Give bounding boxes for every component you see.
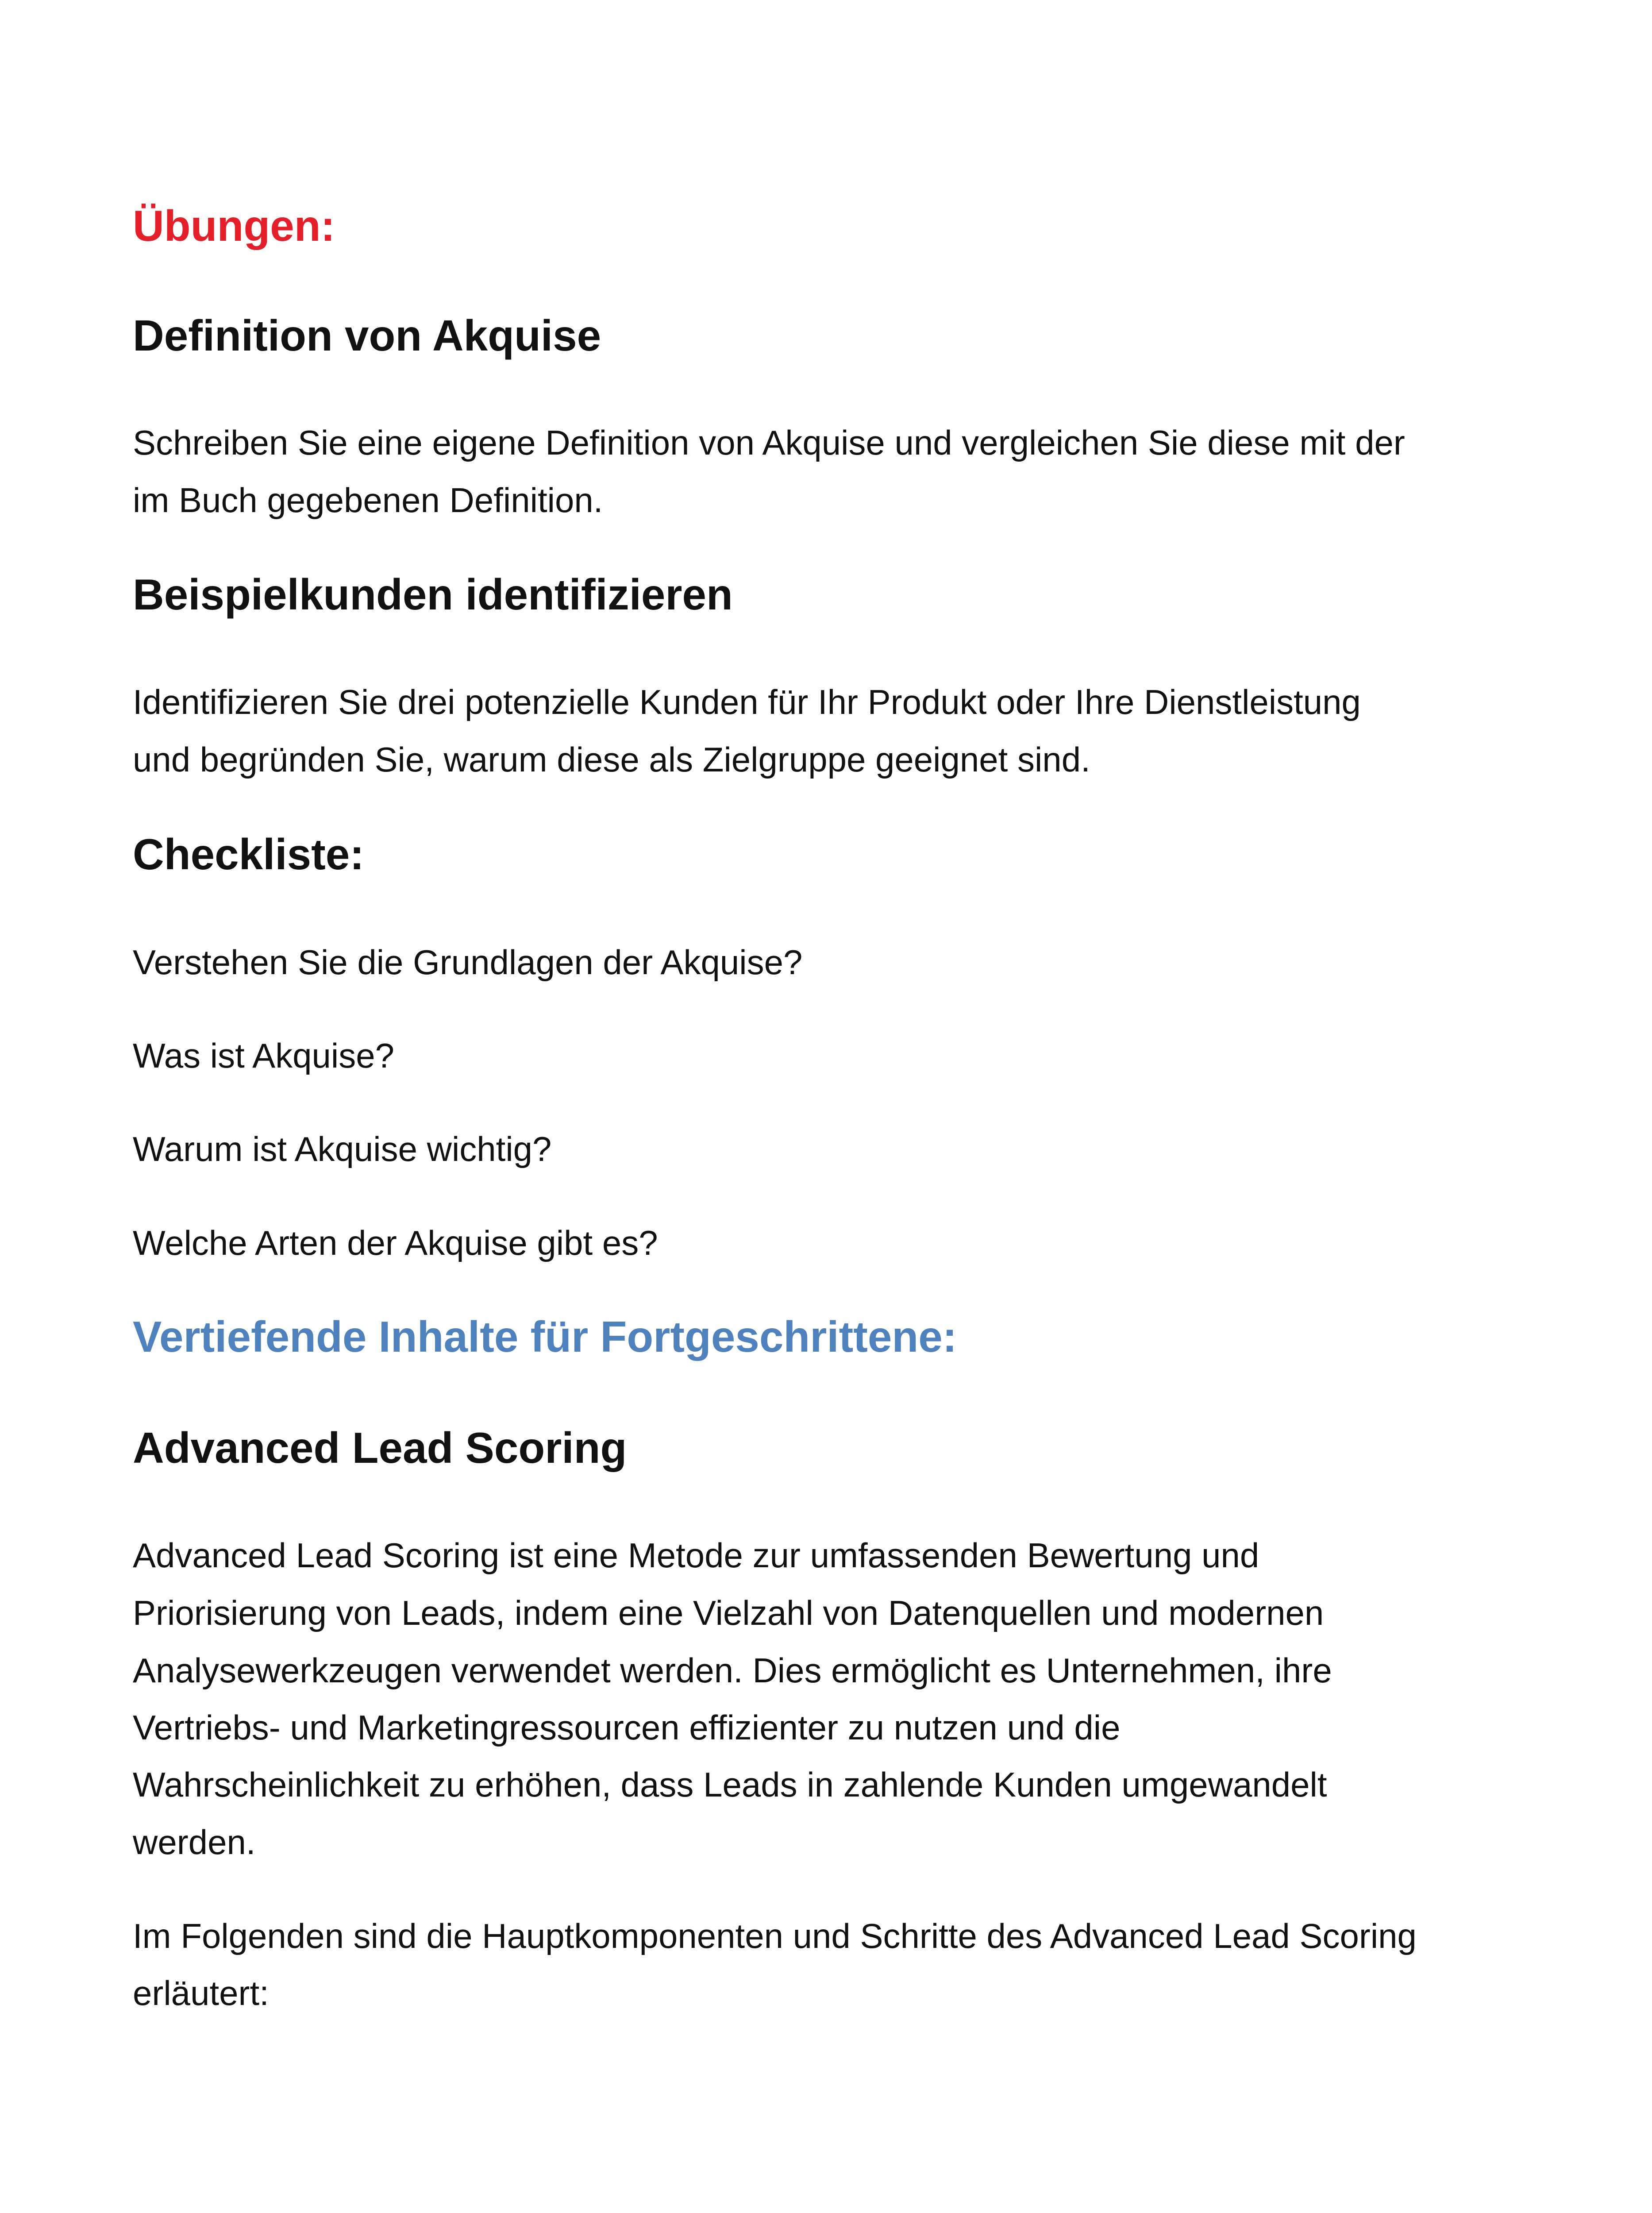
exercises-heading: Übungen: [133, 201, 335, 250]
checklist-item: Was ist Akquise? [133, 1036, 395, 1075]
customers-text-line-2: und begründen Sie, warum diese als Zielgruppe geeignet sind. [133, 740, 1090, 779]
advanced-content-heading: Vertiefende Inhalte für Fortgeschrittene: [133, 1312, 957, 1361]
lead-scoring-text-line-1: Advanced Lead Scoring ist eine Metode zur umfassenden Bewertung und [133, 1536, 1259, 1575]
checklist-item: Warum ist Akquise wichtig? [133, 1130, 552, 1168]
lead-scoring-text-line-6: werden. [133, 1823, 256, 1862]
checklist-item: Verstehen Sie die Grundlagen der Akquise? [133, 943, 803, 982]
lead-scoring-text-line-4: Vertriebs- und Marketingressourcen effizienter zu nutzen und die [133, 1708, 1121, 1747]
lead-scoring-heading: Advanced Lead Scoring [133, 1423, 627, 1472]
checklist-item: Welche Arten der Akquise gibt es? [133, 1223, 658, 1262]
definition-text-line-1: Schreiben Sie eine eigene Definition von Akquise und vergleichen Sie diese mit der [133, 423, 1405, 462]
customers-heading: Beispielkunden identifizieren [133, 570, 733, 619]
lead-scoring-text-line-5: Wahrscheinlichkeit zu erhöhen, dass Leads in zahlende Kunden umgewandelt [133, 1765, 1327, 1804]
customers-text-line-1: Identifizieren Sie drei potenzielle Kunden für Ihr Produkt oder Ihre Dienstleistung [133, 682, 1361, 721]
checklist-heading: Checkliste: [133, 830, 364, 879]
lead-scoring-text-line-2: Priorisierung von Leads, indem eine Vielzahl von Datenquellen und modernen [133, 1593, 1324, 1632]
lead-scoring-text-line-3: Analysewerkzeugen verwendet werden. Dies ermöglicht es Unternehmen, ihre [133, 1651, 1332, 1690]
lead-scoring-intro-line-1: Im Folgenden sind die Hauptkomponenten und Schritte des Advanced Lead Scoring [133, 1916, 1417, 1955]
definition-text-line-2: im Buch gegebenen Definition. [133, 481, 603, 520]
definition-heading: Definition von Akquise [133, 311, 601, 360]
lead-scoring-intro-line-2: erläutert: [133, 1974, 269, 2013]
